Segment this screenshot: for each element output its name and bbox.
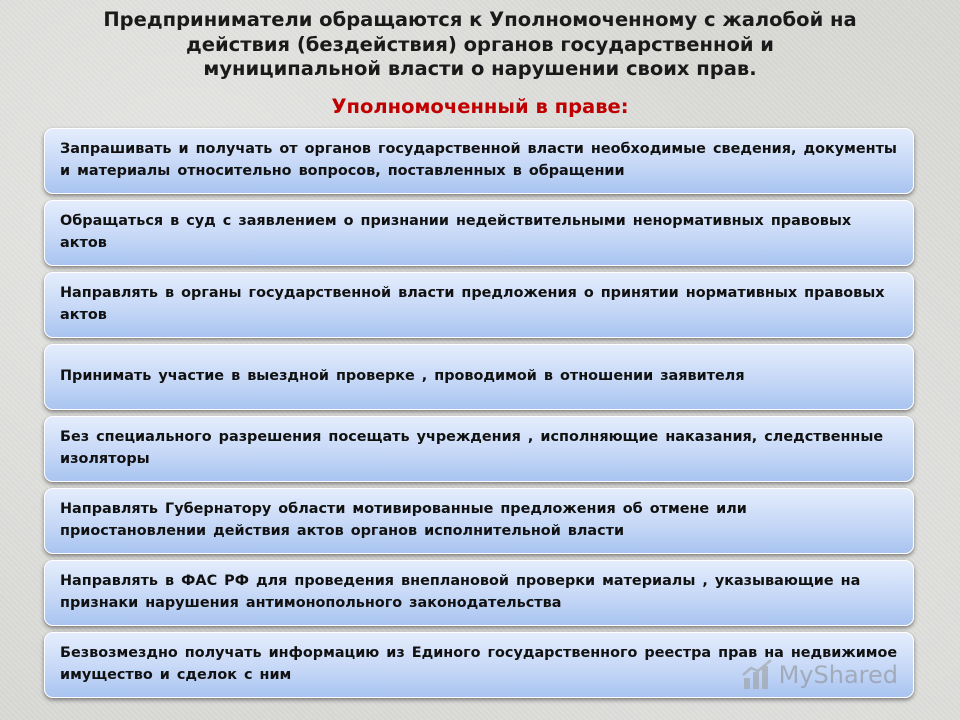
right-item-propose-acts	[44, 272, 914, 338]
right-item-text: Направлять в органы государственной власти предложения о принятии нормативных правовых актов	[60, 285, 885, 323]
right-item-text: Принимать участие в выездной проверке , проводимой в отношении заявителя	[60, 368, 745, 384]
right-item-visit-institutions	[44, 416, 914, 482]
right-item-field-inspection	[44, 344, 914, 410]
right-item-text: Запрашивать и получать от органов государственной власти необходимые сведения, документы и материалы относительно вопросов, поставленных в обращении	[60, 141, 897, 179]
watermark	[741, 658, 898, 692]
right-item-request-info	[44, 128, 914, 194]
slide-title	[20, 8, 940, 82]
right-item-court-appeal	[44, 200, 914, 266]
slide-title-line-2: действия (бездействия) органов государственной и	[186, 32, 774, 56]
slide-title-line-3: муниципальной власти о нарушении своих прав.	[203, 57, 757, 80]
right-item-fas-materials	[44, 560, 914, 626]
right-item-text: Без специального разрешения посещать учреждения , исполняющие наказания, следственные изоляторы	[60, 429, 884, 467]
right-item-text: Безвозмездно получать информацию из Единого государственного реестра прав на недвижимое имущество и сделок с ним	[60, 645, 898, 683]
watermark-text: MyShared	[778, 661, 898, 689]
right-item-governor-proposals	[44, 488, 914, 554]
slide-title-line-1: Предприниматели обращаются к Уполномоченному с жалобой на	[103, 8, 857, 31]
right-item-text: Обращаться в суд с заявлением о признании недействительными ненормативных правовых актов	[60, 213, 852, 251]
watermark-logo-icon	[741, 658, 775, 692]
right-item-text: Направлять Губернатору области мотивированные предложения об отмене или приостановлении действия актов органов исполнительной власти	[60, 501, 747, 539]
right-item-text: Направлять в ФАС РФ для проведения внеплановой проверки материалы , указывающие на признаки нарушения антимонопольного законодательства	[60, 573, 861, 611]
slide-subtitle: Уполномоченный в праве:	[331, 95, 629, 118]
